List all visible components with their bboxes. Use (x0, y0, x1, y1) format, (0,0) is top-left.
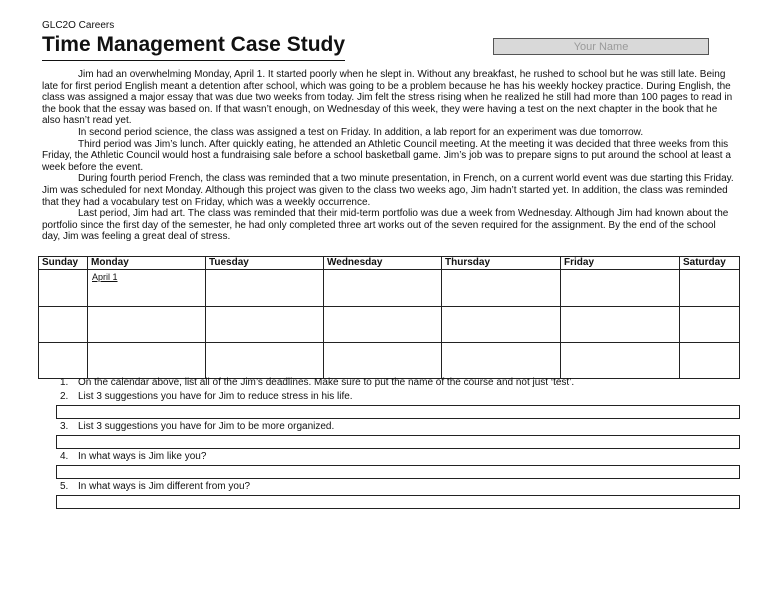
question-text: In what ways is Jim different from you? (78, 481, 251, 492)
calendar-cell[interactable] (88, 307, 206, 343)
paragraph-french: During fourth period French, the class was reminded that a two minute presentation, in French, on a current world event was due starting this Friday. Jim was scheduled for next Monday. Although this project was given to the class two weeks ago, Jim hadn’t started yet. In addition, the class was reminded that they had a vocabulary test on Friday, which was a weekly occurrence. (42, 173, 734, 208)
calendar-cell[interactable] (88, 343, 206, 379)
day-header-friday: Friday (561, 257, 680, 270)
day-header-thursday: Thursday (442, 257, 561, 270)
name-field[interactable] (493, 38, 709, 55)
calendar-cell[interactable] (206, 343, 324, 379)
question-5 (56, 481, 740, 493)
day-header-tuesday: Tuesday (206, 257, 324, 270)
calendar-cell[interactable] (206, 307, 324, 343)
page-title: Time Management Case Study (42, 32, 345, 61)
answer-field-2[interactable] (56, 405, 740, 419)
calendar-header-row (39, 257, 740, 270)
question-number: 1. (60, 377, 69, 388)
paragraph-lunch: Third period was Jim’s lunch. After quickly eating, he attended an Athletic Council meeting. At the meeting it was decided that three weeks from this Friday, the Athletic Council would host a fundraising sale before a school basketball game. Jim’s job was to prepare signs to put around the school at least a week before the event. (42, 138, 731, 173)
calendar-cell[interactable] (442, 270, 561, 307)
course-code: GLC2O Careers (42, 20, 115, 31)
question-number: 3. (60, 421, 69, 432)
paragraph-art: Last period, Jim had art. The class was reminded that their mid-term portfolio was due a week from Wednesday. Although Jim had known about the portfolio since the first day of the semester, he had only completed three art works out of the seven required for the assignment. By the end of the school day, Jim was feeling a great deal of stress. (42, 208, 729, 243)
calendar-cell[interactable] (206, 270, 324, 307)
calendar-week-1 (39, 270, 740, 307)
day-header-monday: Monday (88, 257, 206, 270)
calendar-cell[interactable] (561, 343, 680, 379)
calendar-week-3 (39, 343, 740, 379)
question-1 (56, 377, 740, 389)
calendar-cell[interactable] (324, 343, 442, 379)
calendar-cell[interactable] (680, 270, 740, 307)
question-text: On the calendar above, list all of the Jim’s deadlines. Make sure to put the name of the course and not just ‘test’. (78, 377, 575, 388)
day-header-saturday: Saturday (680, 257, 740, 270)
question-number: 4. (60, 451, 69, 462)
weekly-calendar (38, 256, 740, 379)
calendar-cell[interactable] (39, 343, 88, 379)
calendar-week-2 (39, 307, 740, 343)
day-header-wednesday: Wednesday (324, 257, 442, 270)
questions-list (56, 377, 740, 509)
paragraph-science: In second period science, the class was assigned a test on Friday. In addition, a lab report for an experiment was due tomorrow. (78, 126, 644, 138)
calendar-cell[interactable] (680, 343, 740, 379)
calendar-cell[interactable] (442, 307, 561, 343)
question-3 (56, 421, 740, 433)
question-number: 2. (60, 391, 69, 402)
question-2 (56, 391, 740, 403)
calendar-cell-april-1[interactable] (88, 270, 206, 307)
question-text: List 3 suggestions you have for Jim to reduce stress in his life. (78, 391, 353, 402)
calendar-cell[interactable] (324, 307, 442, 343)
question-text: In what ways is Jim like you? (78, 451, 207, 462)
paragraph-monday: Jim had an overwhelming Monday, April 1. It started poorly when he slept in. Without any breakfast, he rushed to school but he was still late. Being late for first period English meant a detention after school, which was going to be a problem because he has his weekly hockey practice. During English, the class was assigned a major essay that was due two weeks from today. Jim felt the stress rising when he realized he still had more than 100 pages to read in the book that the essay was based on. If that wasn’t enough, on Wednesday of this week, they were having a test on the next chapter in the book that he also hasn’t read yet. (42, 69, 733, 127)
calendar-cell[interactable] (39, 307, 88, 343)
answer-field-5[interactable] (56, 495, 740, 509)
calendar-cell[interactable] (561, 307, 680, 343)
question-text: List 3 suggestions you have for Jim to be more organized. (78, 421, 335, 432)
day-header-sunday: Sunday (39, 257, 88, 270)
calendar-cell[interactable] (680, 307, 740, 343)
answer-field-3[interactable] (56, 435, 740, 449)
calendar-cell[interactable] (39, 270, 88, 307)
calendar-cell[interactable] (324, 270, 442, 307)
calendar-cell[interactable] (442, 343, 561, 379)
date-label: April 1 (92, 272, 118, 282)
calendar-cell[interactable] (561, 270, 680, 307)
question-number: 5. (60, 481, 69, 492)
question-4 (56, 451, 740, 463)
case-study-text (42, 69, 736, 243)
answer-field-4[interactable] (56, 465, 740, 479)
